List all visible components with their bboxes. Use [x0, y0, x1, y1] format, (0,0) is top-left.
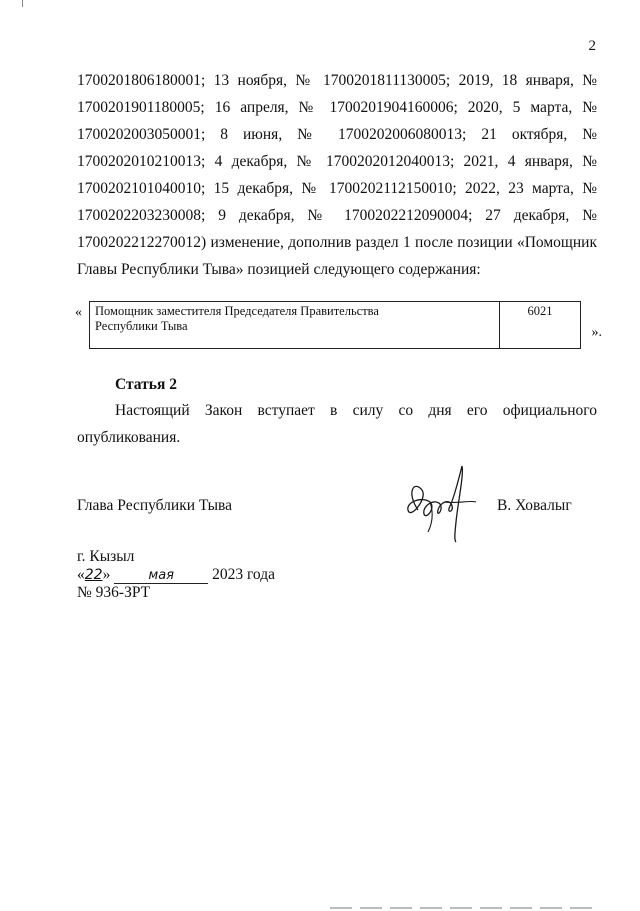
paragraph-line: 1700202010210013; 4 декабря, № 1700202012040013; 2021, 4 января, № [77, 153, 597, 170]
date-open-quote: « [77, 566, 85, 583]
position-code-cell: 6021 [500, 302, 581, 349]
position-table [89, 301, 581, 349]
scan-edge-mark [330, 907, 600, 909]
handwritten-signature [400, 462, 480, 544]
date-day: 22 [84, 567, 103, 583]
article-paragraph [77, 397, 597, 451]
paragraph-line: 1700202101040010; 15 декабря, № 1700202112150010; 2022, 23 марта, № [77, 180, 597, 197]
position-name-line: Помощник заместителя Председателя Правительства [95, 304, 379, 318]
quote-open: « [75, 305, 82, 320]
position-name-line: Республики Тыва [95, 319, 188, 333]
position-name-cell [90, 302, 500, 349]
place-of-signing: г. Кызыл [77, 548, 135, 565]
date-month: мая [114, 569, 208, 584]
paragraph-line: Главы Республики Тыва» позицией следующего содержания: [77, 261, 481, 278]
amendment-paragraph [77, 67, 597, 283]
article-line: Настоящий Закон вступает в силу со дня его официального [115, 402, 597, 419]
date-year: 2023 года [212, 566, 275, 583]
paragraph-line: 1700202003050001; 8 июня, № 1700202006080013; 21 октября, № [77, 126, 597, 143]
table-row [90, 302, 581, 349]
quote-close: ». [591, 325, 602, 340]
article-line: опубликования. [77, 429, 181, 446]
position-table-block [72, 301, 602, 351]
scan-edge-mark [22, 0, 23, 7]
page-number: 2 [588, 38, 596, 54]
paragraph-line: 1700201901180005; 16 апреля, № 1700201904160006; 2020, 5 марта, № [77, 99, 597, 116]
paragraph-line: 1700202203230008; 9 декабря, № 1700202212090004; 27 декабря, № [77, 207, 597, 224]
paragraph-line: 1700201806180001; 13 ноября, № 1700201811130005; 2019, 18 января, № [77, 72, 597, 89]
law-number: № 936-ЗРТ [77, 584, 151, 601]
signing-date [77, 566, 275, 584]
signatory-title: Глава Республики Тыва [77, 497, 233, 514]
article-title: Статья 2 [115, 376, 177, 393]
paragraph-line: 1700202212270012) изменение, дополнив раздел 1 после позиции «Помощник [77, 234, 597, 251]
signatory-name: В. Ховалыг [497, 497, 572, 514]
date-close-quote: » [102, 566, 111, 583]
